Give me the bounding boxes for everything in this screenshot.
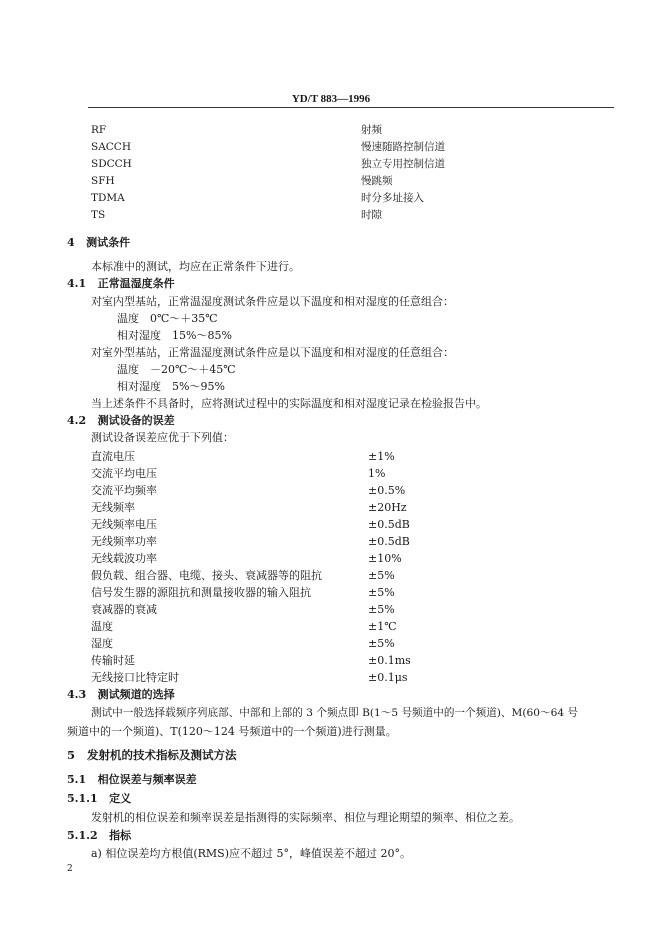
error-item-name: 传输时延 (91, 654, 135, 667)
error-item-value: ±5% (368, 586, 395, 599)
page-number: 2 (67, 864, 73, 874)
section-4-heading (67, 237, 130, 248)
subsection-title: 测试频道的选择 (97, 688, 175, 701)
abbreviation-term: SDCCH (91, 158, 132, 170)
abbreviation-term: TDMA (91, 192, 125, 204)
error-item-name: 温度 (91, 620, 113, 633)
indoor-temperature: 温度 0℃～＋35℃ (117, 312, 218, 325)
section-title: 测试条件 (86, 236, 131, 249)
error-item-name: 衰减器的衰减 (91, 603, 157, 616)
subsection-4-3-heading (67, 689, 175, 700)
error-item-name: 交流平均频率 (91, 484, 157, 497)
abbreviation-term: RF (91, 124, 107, 136)
abbreviation-meaning: 慢速随路控制信道 (361, 141, 445, 153)
document-code-header: YD/T 883—1996 (291, 93, 371, 105)
error-item-value: ±1% (368, 450, 395, 463)
subsection-number: 5.1 (67, 773, 87, 786)
error-item-name: 无线频率功率 (91, 535, 157, 548)
error-item-value: ±1℃ (368, 620, 397, 633)
error-item-value: ±0.5dB (368, 518, 410, 531)
error-item-name: 交流平均电压 (91, 467, 157, 480)
error-item-value: 1% (368, 467, 386, 480)
abbreviation-meaning: 独立专用控制信道 (361, 158, 445, 170)
error-item-value: ±5% (368, 569, 395, 582)
section-4-intro: 本标准中的测试，均应在正常条件下进行。 (91, 260, 300, 273)
error-item-value: ±20Hz (368, 501, 407, 514)
error-item-name: 无线载波功率 (91, 552, 157, 565)
section-5-heading (67, 750, 237, 762)
abbreviation-term: TS (91, 209, 106, 221)
outdoor-condition-text: 对室外型基站，正常温湿度测试条件应是以下温度和相对湿度的任意组合： (91, 346, 454, 359)
subsection-title: 定义 (109, 792, 132, 805)
subsection-number: 4.3 (67, 688, 87, 701)
subsection-title: 指标 (109, 829, 132, 842)
subsection-number: 4.1 (67, 277, 87, 290)
indoor-humidity: 相对湿度 15%～85% (117, 329, 232, 342)
error-item-name: 信号发生器的源阻抗和测量接收器的输入阻抗 (91, 586, 311, 599)
subsection-title: 正常温湿度条件 (97, 277, 175, 290)
outdoor-temperature: 温度 －20℃～＋45℃ (117, 363, 236, 376)
subsection-5-1-heading (67, 774, 197, 785)
subsection-4-2-heading (67, 415, 175, 426)
abbreviation-term: SACCH (91, 141, 132, 153)
error-item-name: 假负载、组合器、电缆、接头、衰减器等的阻抗 (91, 569, 322, 582)
indicator-item-a: a) 相位误差均方根值(RMS)应不超过 5°，峰值误差不超过 20°。 (91, 847, 411, 860)
error-item-name: 直流电压 (91, 450, 135, 463)
outdoor-humidity: 相对湿度 5%～95% (117, 380, 225, 393)
definition-text: 发射机的相位误差和频率误差是指测得的实际频率、相位与理论期望的频率、相位之差。 (91, 811, 520, 824)
subsection-title: 测试设备的误差 (97, 414, 175, 427)
section-title: 发射机的技术指标及测试方法 (87, 748, 237, 762)
subsection-number: 4.2 (67, 414, 87, 427)
subsection-5-1-1-heading (67, 793, 131, 804)
subsection-number: 5.1.1 (67, 792, 98, 805)
subsection-5-1-2-heading (67, 830, 131, 841)
error-item-value: ±0.1ms (368, 654, 411, 667)
error-item-value: ±0.1μs (368, 671, 408, 684)
error-item-name: 湿度 (91, 637, 113, 650)
subsection-4-1-heading (67, 278, 175, 289)
error-item-value: ±0.5dB (368, 535, 410, 548)
equipment-error-intro: 测试设备误差应优于下列值： (91, 431, 234, 444)
condition-note: 当上述条件不具备时，应将测试过程中的实际温度和相对湿度记录在检验报告中。 (91, 397, 487, 410)
error-item-name: 无线接口比特定时 (91, 671, 179, 684)
error-item-value: ±0.5% (368, 484, 406, 497)
abbreviation-term: SFH (91, 175, 115, 187)
error-item-value: ±5% (368, 637, 395, 650)
error-item-name: 无线频率 (91, 501, 135, 514)
section-number: 4 (67, 236, 75, 249)
error-item-value: ±5% (368, 603, 395, 616)
channel-selection-line-1: 测试中一般选择载频序列底部、中部和上部的 3 个频点即 B(1～5 号频道中的一个频道)、M(60～64 号 (91, 707, 579, 719)
abbreviation-meaning: 时隙 (361, 209, 382, 221)
header-rule (88, 107, 614, 108)
subsection-number: 5.1.2 (67, 829, 98, 842)
indoor-condition-text: 对室内型基站，正常温湿度测试条件应是以下温度和相对湿度的任意组合： (91, 295, 454, 308)
abbreviation-meaning: 时分多址接入 (361, 192, 424, 204)
section-number: 5 (67, 748, 76, 762)
abbreviation-meaning: 射频 (361, 124, 382, 136)
subsection-title: 相位误差与频率误差 (97, 773, 197, 786)
error-item-value: ±10% (368, 552, 402, 565)
channel-selection-line-2: 频道中的一个频道)、T(120～124 号频道中的一个频道)进行测量。 (67, 725, 397, 738)
error-item-name: 无线频率电压 (91, 518, 157, 531)
abbreviation-meaning: 慢跳频 (361, 175, 393, 187)
